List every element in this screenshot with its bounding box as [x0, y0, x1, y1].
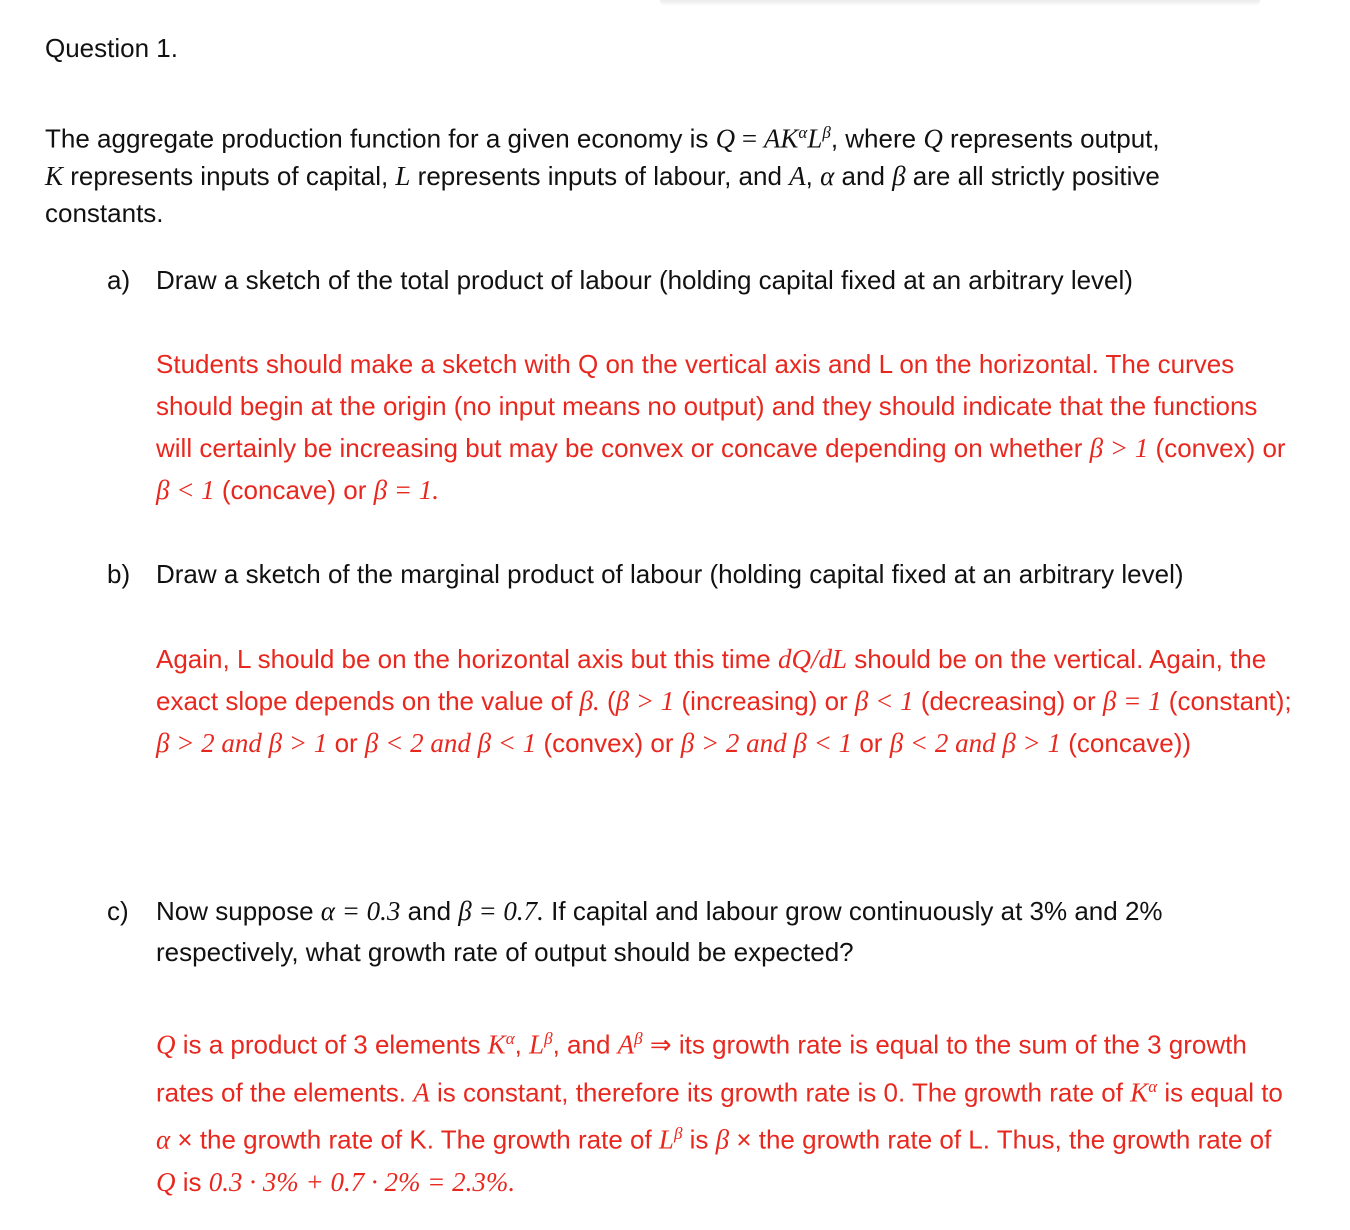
ans-b-text-6: (constant); [1161, 686, 1292, 716]
ans-a-math-1: β > 1 [1089, 433, 1149, 463]
ans-c-math-2: K [487, 1029, 506, 1060]
ans-c-math-5: A [413, 1077, 430, 1108]
ans-c-text-5: is constant, therefore its growth rate is 0. The growth rate of [429, 1077, 1131, 1108]
ans-b-math-5: β = 1 [1102, 686, 1162, 716]
eq-ak: AK [763, 123, 799, 154]
ans-c-math-10: Q [156, 1166, 176, 1197]
ans-a-text-3: (concave) or [214, 475, 374, 505]
var-alpha: α [820, 160, 835, 191]
ans-c-math-3: L [529, 1029, 545, 1060]
ans-c-sup-3: β [544, 1029, 553, 1048]
ans-c-text-7: × the growth rate of K. The growth rate of [170, 1124, 659, 1155]
ans-c-math-1: Q [156, 1029, 176, 1060]
part-a-question [107, 260, 1307, 301]
ans-c-math-4: A [617, 1029, 635, 1060]
ans-b-text-7: or [327, 728, 365, 758]
eq-alpha-exp: α [798, 123, 808, 142]
ans-b-text-5: (decreasing) or [913, 686, 1103, 716]
ans-c-math-6: K [1130, 1077, 1149, 1108]
part-a-answer [156, 343, 1296, 511]
part-b-question [107, 554, 1307, 595]
eq-l: L [807, 123, 823, 154]
var-beta: β [892, 160, 906, 191]
part-a-question-text: Draw a sketch of the total product of labour (holding capital fixed at an arbitrary level) [156, 265, 1133, 295]
eq-output-var: Q [715, 123, 736, 154]
ans-c-sup-4: β [634, 1029, 643, 1048]
ans-c-sup-8: β [673, 1124, 683, 1144]
ans-c-math-9: β [715, 1124, 730, 1155]
ans-c-text-1: is a product of 3 elements [175, 1029, 488, 1060]
intro-text-9: constants. [45, 197, 164, 228]
ans-c-text-9: × the growth rate of L. Thus, the growth rate of [729, 1124, 1272, 1155]
ans-c-text-10: is [175, 1166, 209, 1197]
part-b-label: b) [107, 559, 131, 589]
ans-a-text-1: Students should make a sketch with Q on the vertical axis and L on the horizontal. The curves should begin at the origin (no input means no output) and they should indicate that the functions will certainly be increasing but may be convex or concave depending on whether [156, 349, 1258, 463]
ans-b-text-3: ( [599, 686, 616, 716]
part-a-answer-text [156, 343, 1296, 511]
ans-c-text-2: , [514, 1029, 530, 1060]
intro-text-7: and [834, 160, 893, 191]
ans-b-text-10: (concave)) [1061, 728, 1192, 758]
part-c-answer-text [156, 1018, 1296, 1203]
ans-c-math-7: α [156, 1124, 171, 1155]
ans-b-text-1: Again, L should be on the horizontal axis but this time [156, 644, 778, 674]
ans-b-math-9: β < 2 and β > 1 [889, 728, 1062, 758]
ans-b-text-4: (increasing) or [674, 686, 855, 716]
eq-equals: = [735, 123, 764, 154]
part-c-q-text-2: and [400, 896, 459, 926]
intro-text-2: , where [830, 123, 924, 154]
intro-text-3: represents output, [942, 123, 1160, 154]
ans-b-text-8: (convex) or [536, 728, 681, 758]
part-a-label: a) [107, 265, 131, 295]
intro-text [45, 114, 1315, 232]
part-b-answer [156, 638, 1296, 764]
ans-b-math-1: dQ/dL [777, 644, 847, 674]
intro-text-5: represents inputs of labour, and [410, 160, 790, 191]
ans-c-text-4: ⇒ its growth rate is equal to the sum of the 3 growth rates of the elements. [156, 1029, 1247, 1108]
part-b-answer-text [156, 638, 1296, 764]
part-b-question-text: Draw a sketch of the marginal product of labour (holding capital fixed at an arbitrary level) [156, 559, 1184, 589]
ans-a-math-3: β = 1. [373, 475, 440, 505]
ans-b-math-7: β < 2 and β < 1 [364, 728, 537, 758]
part-c-q-text-1: Now suppose [156, 896, 321, 926]
ans-a-math-2: β < 1 [156, 475, 215, 505]
ans-c-text-8: is [682, 1124, 716, 1155]
question-intro [45, 114, 1315, 232]
ans-a-text-2: (convex) or [1148, 433, 1286, 463]
eq-beta-exp: β [822, 123, 831, 142]
ans-c-math-11: 0.3 · 3% + 0.7 · 2% = 2.3%. [208, 1166, 516, 1197]
part-c-label: c) [107, 896, 129, 926]
part-c-question [107, 891, 1307, 973]
part-c-q-text-3: If capital and labour grow continuously at 3% and 2% respectively, what growth rate of output should be expected? [156, 896, 1163, 967]
top-edge-shadow [660, 0, 1260, 6]
part-c-q-math-2: β = 0.7. [458, 896, 544, 926]
intro-text-6: , [805, 160, 821, 191]
intro-text-1: The aggregate production function for a given economy is [45, 123, 716, 154]
ans-b-math-2: β. [579, 686, 600, 716]
var-q: Q [923, 123, 943, 154]
ans-b-math-4: β < 1 [854, 686, 914, 716]
part-c-q-math-1: α = 0.3 [320, 896, 401, 926]
var-a: A [789, 160, 806, 191]
ans-b-math-8: β > 2 and β < 1 [680, 728, 853, 758]
ans-b-math-6: β > 2 and β > 1 [156, 728, 328, 758]
ans-c-sup-2: α [505, 1029, 515, 1048]
var-l: L [395, 160, 411, 191]
ans-c-text-3: , and [552, 1029, 618, 1060]
part-c-question-text [156, 891, 1307, 973]
part-c-answer [156, 1018, 1296, 1203]
ans-c-sup-6: α [1148, 1076, 1158, 1096]
ans-b-text-9: or [852, 728, 890, 758]
ans-c-math-8: L [658, 1124, 674, 1155]
var-k: K [45, 160, 64, 191]
ans-c-text-6: is equal to [1157, 1077, 1283, 1108]
ans-b-math-3: β > 1 [615, 686, 675, 716]
intro-text-4: represents inputs of capital, [63, 160, 396, 191]
ans-b-text-2: should be on the vertical. Again, the exact slope depends on the value of [156, 644, 1267, 716]
intro-text-8: are all strictly positive [905, 160, 1160, 191]
question-heading: Question 1. [45, 33, 178, 63]
